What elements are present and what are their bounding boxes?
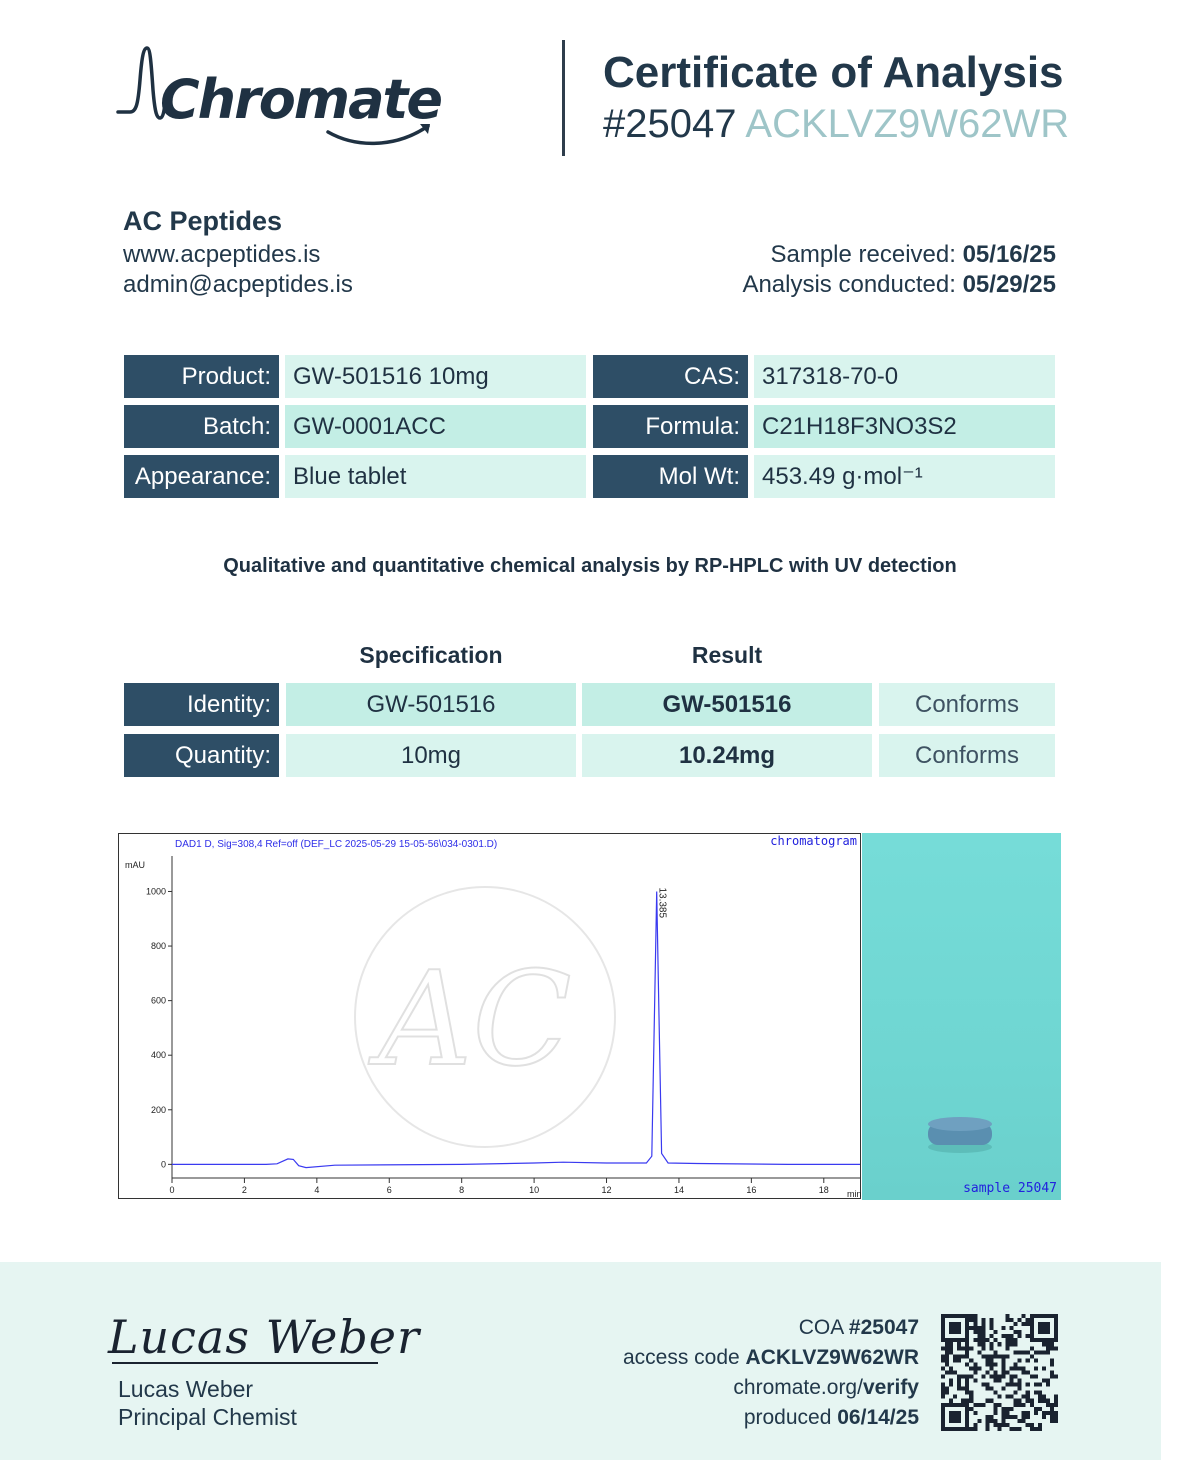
info-label-appearance: Appearance: [124,455,279,498]
y-tick-label: 1000 [145,886,166,897]
info-label-formula: Formula: [593,405,748,448]
watermark-letters: AC [378,943,572,1095]
company-name: AC Peptides [123,206,283,236]
result-header: Result [691,642,763,668]
chromatogram-tag: chromatogram [770,834,857,848]
y-tick-label: 200 [150,1104,166,1115]
access-code-footer: ACKLVZ9W62WR [745,1346,919,1369]
x-tick-label: 4 [314,1185,320,1195]
x-tick-label: 16 [746,1185,757,1195]
verify-path[interactable]: verify [862,1376,919,1399]
x-tick-label: 14 [673,1185,684,1195]
x-tick-label: 18 [818,1185,829,1195]
conducted-date: 05/29/25 [962,271,1056,298]
received-date: 05/16/25 [962,241,1056,268]
signature-script: Lucas Weber [108,1310,420,1364]
y-tick-label: 400 [150,1050,166,1061]
footer-coa [799,1316,919,1340]
coa-number: #25047 [603,102,737,146]
x-tick-label: 10 [529,1185,540,1195]
ac-watermark [355,887,615,1147]
y-tick-label: 800 [150,941,166,952]
access-code: ACKLVZ9W62WR [745,102,1070,146]
produced-date: 06/14/25 [837,1406,919,1429]
status-quantity: Conforms [879,734,1055,777]
info-value-formula: C21H18F3NO3S2 [754,405,1055,448]
info-label-batch: Batch: [124,405,279,448]
sample-received [770,241,1056,269]
y-tick-label: 0 [160,1159,166,1170]
company-email[interactable]: admin@acpeptides.is [123,271,353,298]
signer-role: Principal Chemist [118,1404,297,1430]
chromate-logo [116,40,466,155]
coa-label: COA [798,1316,844,1339]
spec-header: Specification [359,642,503,668]
tablet-image [862,833,1061,1200]
info-value-batch: GW-0001ACC [285,405,586,448]
x-tick-label: 0 [169,1185,175,1195]
qr-code-icon[interactable] [941,1314,1058,1431]
conducted-label: Analysis conducted: [742,271,956,298]
header-divider [562,40,565,156]
info-value-cas: 317318-70-0 [754,355,1055,398]
produced-label: produced [743,1406,832,1429]
x-tick-label: 6 [386,1185,392,1195]
result-quantity: 10.24mg [582,734,872,777]
spec-quantity: 10mg [286,734,576,777]
footer-access [623,1346,919,1370]
analysis-conducted [742,271,1056,299]
coa-number-footer: #25047 [848,1316,919,1339]
x-unit-label: min [847,1189,862,1199]
chromatogram-panel [118,833,861,1199]
photo-caption: sample 25047 [963,1181,1057,1196]
info-value-appearance: Blue tablet [285,455,586,498]
received-label: Sample received: [770,241,956,268]
signature [108,1310,420,1364]
x-tick-label: 2 [241,1185,247,1195]
certificate-number [603,102,1069,147]
result-label-identity: Identity: [124,683,279,726]
info-value-product: GW-501516 10mg [285,355,586,398]
signer-name: Lucas Weber [118,1376,254,1402]
spec-identity: GW-501516 [286,683,576,726]
method-description: Qualitative and quantitative chemical analysis by RP-HPLC with UV detection [223,555,957,577]
x-tick-label: 8 [459,1185,465,1195]
verify-link[interactable] [733,1376,919,1400]
y-tick-label: 600 [150,995,166,1006]
footer-produced [744,1406,919,1430]
sample-photo [862,833,1061,1200]
company-website[interactable]: www.acpeptides.is [123,241,321,268]
chromatogram-header: DAD1 D, Sig=308,4 Ref=off (DEF_LC 2025-05-29 15-05-56\034-0301.D) [175,839,498,850]
info-label-cas: CAS: [593,355,748,398]
info-label-molwt: Mol Wt: [593,455,748,498]
result-identity: GW-501516 [582,683,872,726]
chromatogram-chart [119,834,860,1198]
info-value-molwt: 453.49 g·mol⁻¹ [754,455,1055,498]
x-tick-label: 12 [601,1185,612,1195]
info-label-product: Product: [124,355,279,398]
verify-site[interactable]: chromate.org/ [733,1376,863,1399]
y-unit-label: mAU [125,860,145,870]
brand-name: Chromate [160,68,441,131]
result-label-quantity: Quantity: [124,734,279,777]
status-identity: Conforms [879,683,1055,726]
peak-label: 13.385 [656,887,668,919]
page-title: Certificate of Analysis [603,48,1064,97]
access-label: access code [622,1346,740,1369]
